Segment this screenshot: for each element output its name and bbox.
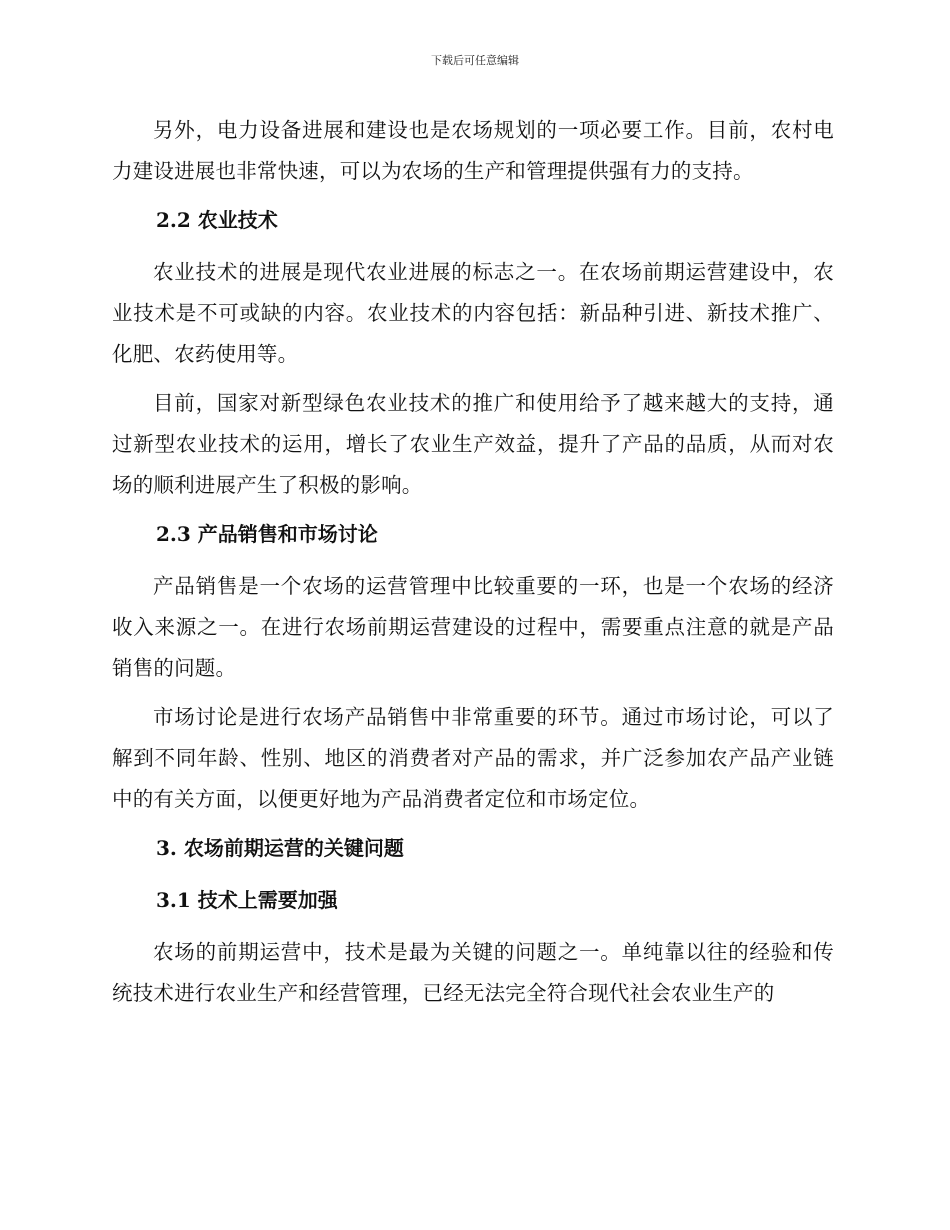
paragraph-product-sales: 产品销售是一个农场的运营管理中比较重要的一环，也是一个农场的经济收入来源之一。在进行农场前期运营建设的过程中，需要重点注意的就是产品销售的问题。 — [112, 574, 834, 680]
page-header: 下载后可任意编辑 — [431, 54, 519, 67]
paragraph-market-discussion: 市场讨论是进行农场产品销售中非常重要的环节。通过市场讨论，可以了解到不同年龄、性别、地区的消费者对产品的需求，并广泛参加农产品产业链中的有关方面，以便更好地为产品消费者定位和市场定位。 — [112, 705, 834, 811]
section-heading-2-2: 2.2 农业技术 — [156, 208, 278, 232]
section-heading-3-1: 3.1 技术上需要加强 — [156, 888, 338, 912]
section-heading-3: 3. 农场前期运营的关键问题 — [156, 836, 404, 860]
paragraph-green-tech: 目前，国家对新型绿色农业技术的推广和使用给予了越来越大的支持，通过新型农业技术的运用，增长了农业生产效益，提升了产品的品质，从而对农场的顺利进展产生了积极的影响。 — [112, 391, 834, 497]
paragraph-technology-key: 农场的前期运营中，技术是最为关键的问题之一。单纯靠以往的经验和传统技术进行农业生产和经营管理，已经无法完全符合现代社会农业生产的 — [112, 940, 834, 1005]
paragraph-power-equipment: 另外，电力设备进展和建设也是农场规划的一项必要工作。目前，农村电力建设进展也非常快速，可以为农场的生产和管理提供强有力的支持。 — [112, 118, 834, 183]
section-heading-2-3: 2.3 产品销售和市场讨论 — [156, 522, 378, 546]
document-body — [112, 110, 834, 1022]
paragraph-agri-tech: 农业技术的进展是现代农业进展的标志之一。在农场前期运营建设中，农业技术是不可或缺的内容。农业技术的内容包括：新品种引进、新技术推广、化肥、农药使用等。 — [112, 260, 834, 366]
